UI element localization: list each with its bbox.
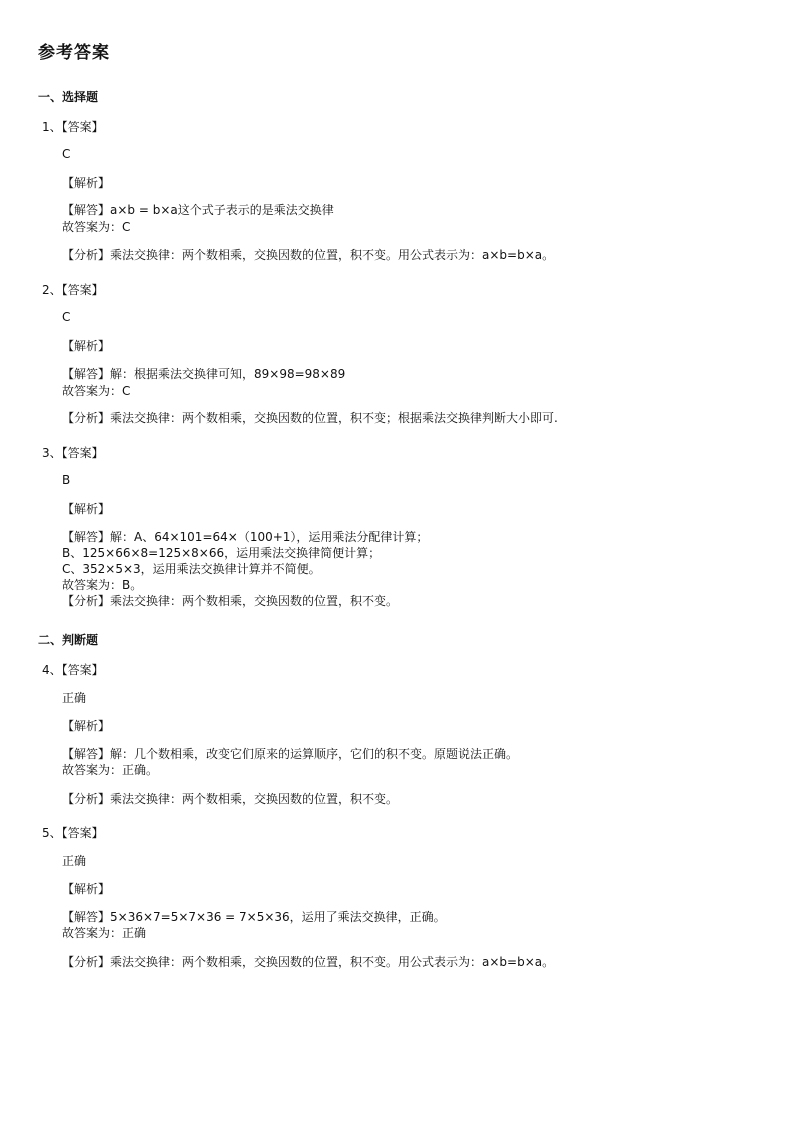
question-3-solution-line: 故答案为：B。 xyxy=(62,578,143,592)
question-5-solution-line: 【解答】5×36×7=5×7×36 = 7×5×36，运用了乘法交换律，正确。 xyxy=(62,910,446,924)
section-heading-choice: 一、选择题 xyxy=(38,90,99,104)
question-2-answer: C xyxy=(62,310,71,324)
question-3-number: 3、【答案】 xyxy=(42,446,104,460)
question-3-solution-line: C、352×5×3，运用乘法交换律计算并不简便。 xyxy=(62,562,321,576)
question-5-solution-line: 故答案为：正确 xyxy=(62,926,147,940)
question-4-fenxi: 【分析】乘法交换律：两个数相乘，交换因数的位置，积不变。 xyxy=(62,792,399,806)
question-2-fenxi: 【分析】乘法交换律：两个数相乘，交换因数的位置，积不变；根据乘法交换律判断大小即可. xyxy=(62,411,558,425)
question-5-number: 5、【答案】 xyxy=(42,826,104,840)
question-1-solution-line: 【解答】a×b = b×a这个式子表示的是乘法交换律 xyxy=(62,203,334,217)
question-2-solution-line: 故答案为：C xyxy=(62,384,131,398)
question-5-answer: 正确 xyxy=(62,854,87,868)
question-2-analysis-label: 【解析】 xyxy=(62,339,111,353)
question-4-number: 4、【答案】 xyxy=(42,663,104,677)
question-4-solution-line: 故答案为：正确。 xyxy=(62,763,159,777)
question-3-solution-line: 【解答】解：A、64×101=64×（100+1），运用乘法分配律计算； xyxy=(62,530,429,544)
question-5-fenxi: 【分析】乘法交换律：两个数相乘，交换因数的位置，积不变。用公式表示为：a×b=b×a。 xyxy=(62,955,555,969)
question-3-fenxi: 【分析】乘法交换律：两个数相乘，交换因数的位置，积不变。 xyxy=(62,594,399,608)
question-5-analysis-label: 【解析】 xyxy=(62,882,111,896)
question-2-solution-line: 【解答】解：根据乘法交换律可知，89×98=98×89 xyxy=(62,367,346,381)
question-4-answer: 正确 xyxy=(62,691,87,705)
question-4-analysis-label: 【解析】 xyxy=(62,719,111,733)
question-4-solution-line: 【解答】解：几个数相乘，改变它们原来的运算顺序，它们的积不变。原题说法正确。 xyxy=(62,747,519,761)
question-1-answer: C xyxy=(62,147,71,161)
question-2-number: 2、【答案】 xyxy=(42,283,104,297)
question-3-analysis-label: 【解析】 xyxy=(62,502,111,516)
question-1-fenxi: 【分析】乘法交换律：两个数相乘，交换因数的位置，积不变。用公式表示为：a×b=b×a。 xyxy=(62,248,555,262)
question-1-analysis-label: 【解析】 xyxy=(62,176,111,190)
section-heading-judgement: 二、判断题 xyxy=(38,633,99,647)
page-title: 参考答案 xyxy=(38,43,110,63)
question-1-number: 1、【答案】 xyxy=(42,120,104,134)
question-3-solution-line: B、125×66×8=125×8×66，运用乘法交换律简便计算； xyxy=(62,546,381,560)
question-3-answer: B xyxy=(62,473,71,487)
question-1-solution-line: 故答案为：C xyxy=(62,220,131,234)
